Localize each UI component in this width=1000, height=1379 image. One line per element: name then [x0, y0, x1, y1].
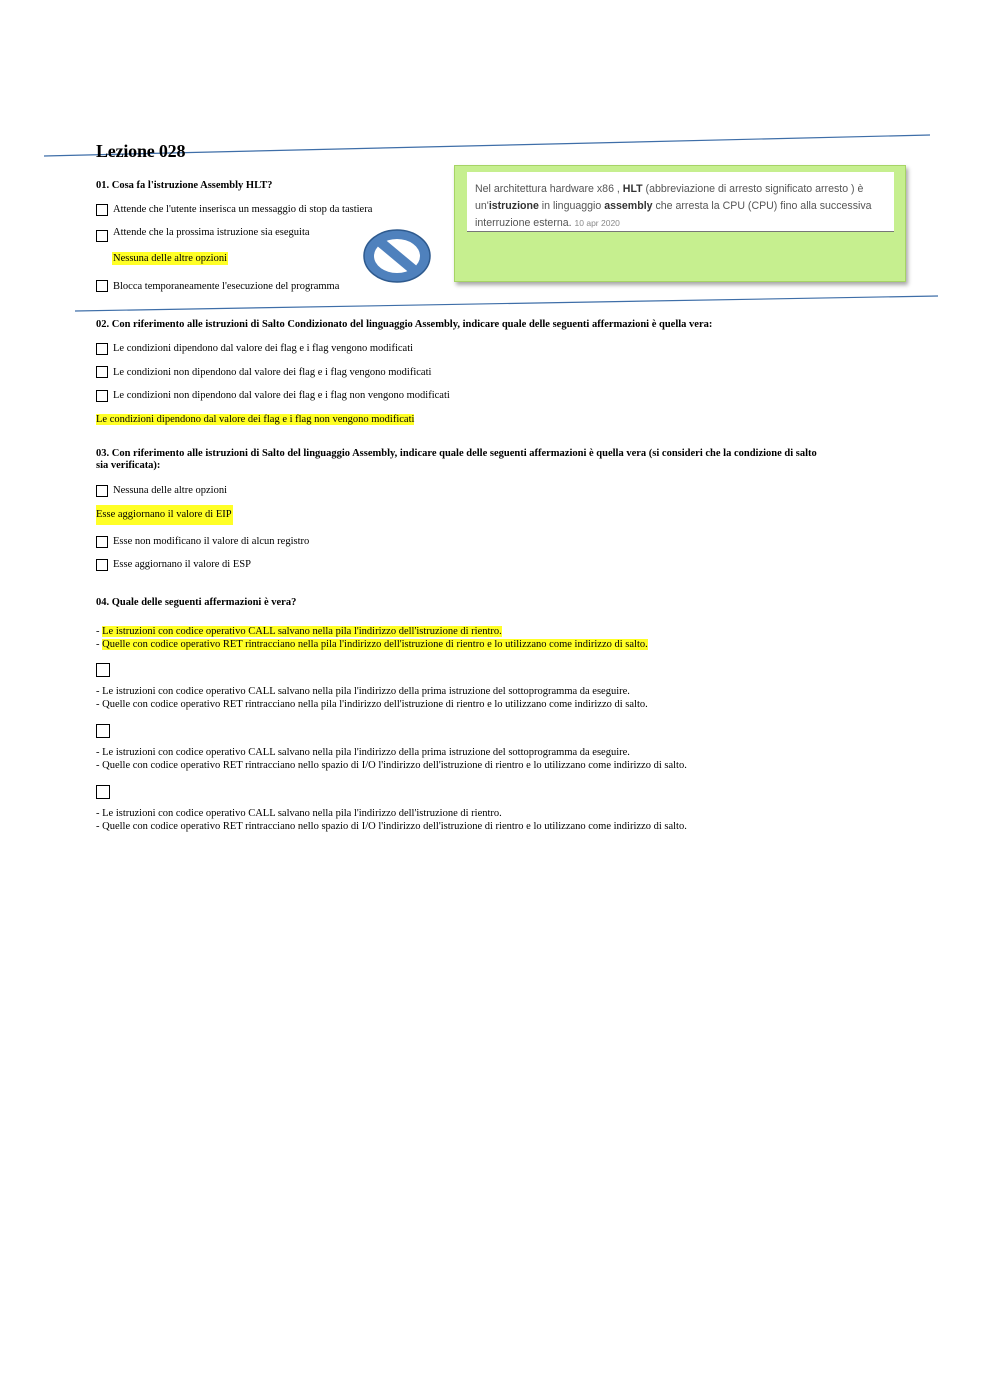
checkbox[interactable]: [96, 390, 108, 402]
checkbox[interactable]: [96, 485, 108, 497]
q4-option-4[interactable]: - Le istruzioni con codice operativo CALL salvano nella pila l'indirizzo dell'istruzione di rientro. - Quelle con codice operativo RET rintracciano nello spazio di I/O l'indirizzo dell'istruzione di rientro e lo utilizzano come indirizzo di salto.: [96, 808, 687, 832]
page-title: Lezione 028: [96, 141, 186, 161]
question-2: 02. Con riferimento alle istruzioni di Salto Condizionato del linguaggio Assembly, indicare quale delle seguenti affermazioni è quella vera:: [96, 319, 713, 330]
explanation-callout: [454, 165, 906, 282]
section-rule-line: [75, 296, 938, 311]
q3-option-2-correct[interactable]: Esse aggiornano il valore di EIP: [96, 505, 233, 525]
checkbox[interactable]: [96, 204, 108, 216]
callout-date: 10 apr 2020: [574, 218, 620, 228]
checkbox[interactable]: [96, 343, 108, 355]
checkbox[interactable]: [96, 536, 108, 548]
q4-option-2[interactable]: - Le istruzioni con codice operativo CALL salvano nella pila l'indirizzo della prima istruzione del sottoprogramma da eseguire. - Quelle con codice operativo RET rintracciano nella pila l'indirizzo dell'istruzione di rientro e lo utilizzano come indirizzo di salto.: [96, 686, 648, 710]
q4-checkbox-4[interactable]: [96, 785, 110, 799]
checkbox[interactable]: [96, 559, 108, 571]
callout-text: Nel architettura hardware x86 , HLT (abbreviazione di arresto significato arresto ) è un'istruzione in linguaggio assembly che arresta la CPU (CPU) fino alla successiva interruzione esterna. 10 apr 2020: [467, 172, 894, 232]
question-3: 03. Con riferimento alle istruzioni di Salto del linguaggio Assembly, indicare quale delle seguenti affermazioni è quella vera (si consideri che la condizione di salto sia verificata):: [96, 448, 817, 471]
prohibited-sign-icon: [360, 226, 436, 286]
checkbox[interactable]: [96, 366, 108, 378]
checkbox[interactable]: [96, 230, 108, 242]
q1-option-3-correct[interactable]: Nessuna delle altre opzioni: [113, 253, 228, 264]
question-4: 04. Quale delle seguenti affermazioni è vera?: [96, 597, 297, 608]
q4-option-1-correct[interactable]: - Le istruzioni con codice operativo CALL salvano nella pila l'indirizzo dell'istruzione di rientro. - Quelle con codice operativo RET rintracciano nella pila l'indirizzo dell'istruzione di rientro e lo utilizzano come indirizzo di salto.: [96, 626, 648, 650]
q4-option-3[interactable]: - Le istruzioni con codice operativo CALL salvano nella pila l'indirizzo della prima istruzione del sottoprogramma da eseguire. - Quelle con codice operativo RET rintracciano nello spazio di I/O l'indirizzo dell'istruzione di rientro e lo utilizzano come indirizzo di salto.: [96, 747, 687, 771]
q4-checkbox-2[interactable]: [96, 663, 110, 677]
question-1: 01. Cosa fa l'istruzione Assembly HLT?: [96, 180, 273, 191]
q2-option-4-correct[interactable]: Le condizioni dipendono dal valore dei flag e i flag non vengono modificati: [96, 414, 415, 425]
q4-checkbox-3[interactable]: [96, 724, 110, 738]
checkbox[interactable]: [96, 280, 108, 292]
